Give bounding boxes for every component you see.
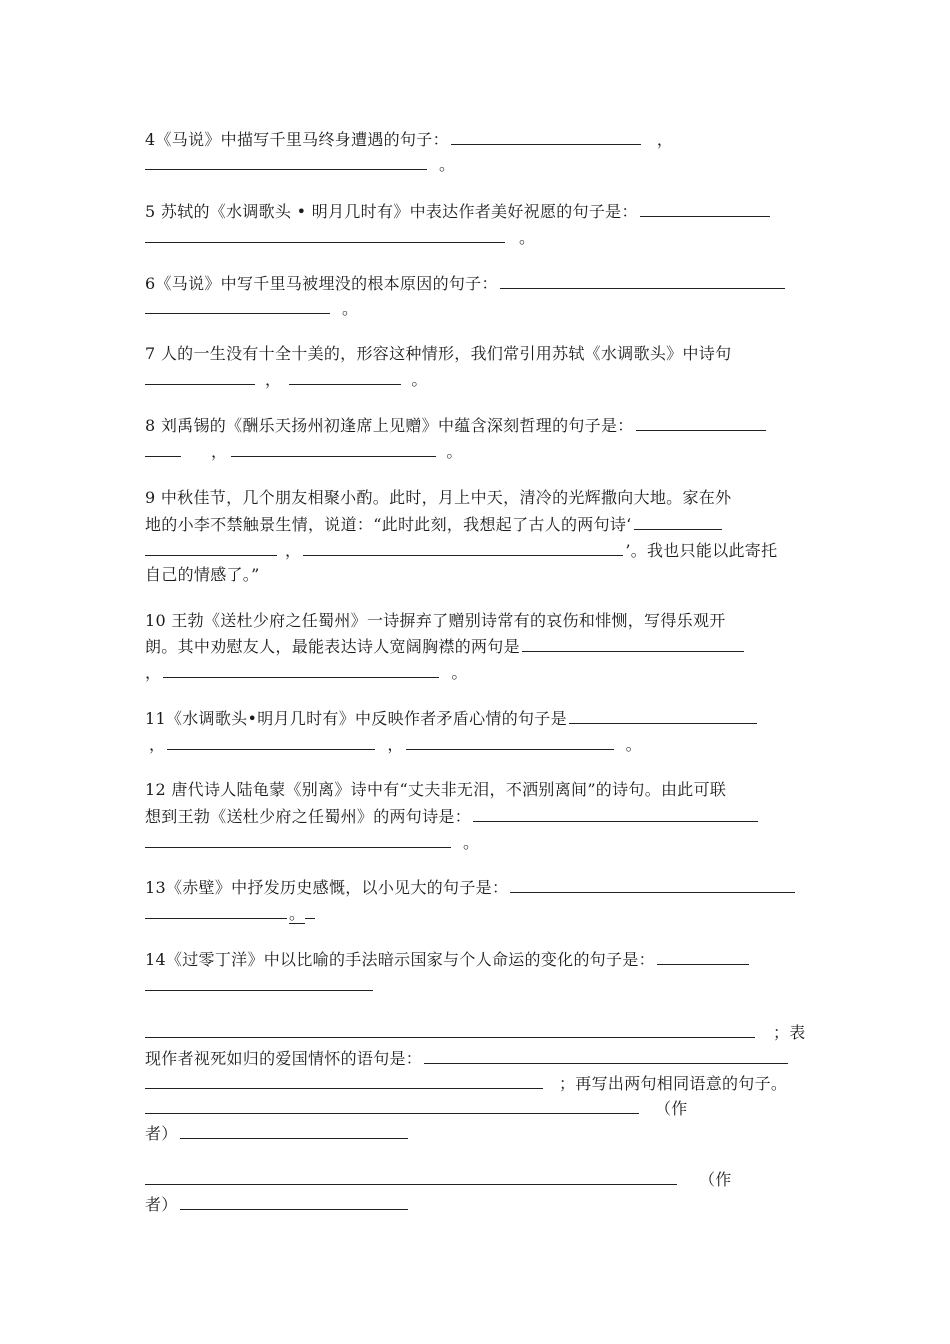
question-4-line-2 [145,153,455,176]
author-label: 者） [145,1124,178,1143]
answer-blank[interactable] [145,1072,543,1089]
question-8-text: 8 刘禹锡的《酬乐天扬州初逢席上见赠》中蕴含深刻哲理的句子是： [145,416,634,435]
answer-blank[interactable] [163,661,439,678]
answer-blank[interactable] [289,368,401,385]
answer-blank[interactable] [167,733,375,750]
question-10-text-2: 朗。其中劝慰友人，最能表达诗人宽阔胸襟的两句是 [145,637,520,656]
answer-blank[interactable] [634,513,722,530]
question-14-line-5 [145,1072,787,1095]
question-14-line-3 [145,1021,806,1044]
answer-blank[interactable] [145,226,505,243]
question-6-line-2 [145,297,358,320]
question-11-line-2 [145,733,642,756]
comma: ， [265,370,282,389]
question-8-line-2 [145,440,463,463]
answer-blank[interactable] [657,948,749,965]
period: 。 [289,904,306,923]
question-9-text-4: 自己的情感了。” [145,565,260,584]
answer-blank[interactable] [145,1021,755,1038]
answer-blank[interactable] [569,707,757,724]
question-13-line-1 [145,876,797,899]
question-4-text: 4《马说》中描写千里马终身遭遇的句子： [145,130,449,149]
period: 。 [411,370,428,389]
answer-blank[interactable] [145,902,287,919]
question-14-text-3: 现作者视死如归的爱国情怀的语句是： [145,1049,423,1068]
question-7-line-2 [145,368,428,391]
question-14-line-6 [145,1097,688,1120]
author-label: （作 [699,1170,732,1189]
question-12-line-2 [145,805,760,828]
period: 。 [439,155,456,174]
period: 。 [625,735,642,754]
answer-blank[interactable] [510,876,795,893]
question-10-line-2 [145,635,746,658]
answer-blank[interactable] [424,1047,788,1064]
question-14-line-4 [145,1047,790,1070]
answer-blank[interactable] [145,153,427,170]
question-13-text: 13《赤壁》中抒发历史感慨，以小见大的句子是： [145,878,509,897]
question-5-text: 5 苏轼的《水调歌头 • 明月几时有》中表达作者美好祝愿的句子是： [145,202,638,221]
answer-blank[interactable] [500,272,785,289]
question-9-line-1 [145,487,731,509]
answer-blank[interactable] [522,635,744,652]
question-8-line-1 [145,414,768,437]
answer-blank[interactable] [145,440,181,457]
question-14-line-8 [145,1168,732,1191]
question-9-text-2: 地的小李不禁触景生情，说道：“此时此刻，我想起了古人的两句诗‘ [145,515,632,534]
question-7-line-1 [145,343,731,365]
comma: ， [211,442,228,461]
question-14-line-1 [145,948,751,971]
answer-blank[interactable] [473,805,758,822]
question-4-line-1 [145,128,673,151]
answer-blank[interactable] [145,539,277,556]
question-9-line-2 [145,513,724,536]
question-9-text-1: 9 中秋佳节，几个朋友相聚小酌。此时，月上中天，清冷的光辉撒向大地。家在外 [145,488,732,507]
question-11-text: 11《水调歌头•明月几时有》中反映作者矛盾心情的句子是 [145,709,567,728]
question-14-line-9 [145,1193,410,1216]
answer-blank[interactable] [640,200,770,217]
question-11-line-1 [145,707,759,730]
answer-blank[interactable] [145,974,373,991]
question-12-text-1: 12 唐代诗人陆龟蒙《别离》诗中有“丈夫非无泪，不洒别离间”的诗句。由此可联 [145,780,727,799]
period: 。 [446,442,463,461]
question-14-line-2 [145,974,375,997]
question-12-text-2: 想到王勃《送杜少府之任蜀州》的两句诗是： [145,807,472,826]
author-blank[interactable] [180,1122,408,1139]
comma: ， [656,130,674,149]
question-5-line-2 [145,226,535,249]
period: 。 [342,299,359,318]
comma: ， [387,735,404,754]
question-9-line-4 [145,564,260,586]
question-7-text: 7 人的一生没有十全十美的，形容这种情形，我们常引用苏轼《水调歌头》中诗句 [145,344,732,363]
comma: ， [145,663,162,682]
question-14-text-2: ；表 [773,1023,806,1042]
question-6-text: 6《马说》中写千里马被埋没的根本原因的句子： [145,274,498,293]
author-label: 者） [145,1195,178,1214]
answer-blank[interactable] [145,831,451,848]
answer-blank[interactable] [145,297,330,314]
question-10-line-1 [145,610,726,632]
question-12-line-1 [145,779,726,801]
question-6-line-1 [145,272,787,295]
answer-blank[interactable] [303,539,623,556]
period: 。 [519,228,536,247]
question-10-line-3 [145,661,468,684]
answer-blank[interactable] [145,1097,639,1114]
comma: ， [285,541,302,560]
question-9-line-3 [145,539,777,562]
answer-blank[interactable] [231,440,436,457]
answer-blank[interactable] [406,733,614,750]
answer-blank[interactable] [145,1168,677,1185]
answer-blank[interactable] [451,128,641,145]
question-13-line-2 [145,902,317,925]
answer-blank[interactable] [305,902,315,919]
question-12-line-3 [145,831,479,854]
period: 。 [463,833,480,852]
question-14-text-4: ；再写出两句相同语意的句子。 [559,1074,788,1093]
question-10-text-1: 10 王勃《送杜少府之任蜀州》一诗摒弃了赠别诗常有的哀伤和悱恻，写得乐观开 [145,611,726,630]
question-14-line-7 [145,1122,410,1145]
question-14-text-1: 14《过零丁洋》中以比喻的手法暗示国家与个人命运的变化的句子是： [145,950,655,969]
answer-blank[interactable] [145,368,255,385]
period: 。 [451,663,468,682]
question-5-line-1 [145,200,772,223]
author-label: （作 [655,1099,688,1118]
author-blank[interactable] [180,1193,408,1210]
comma: ， [149,735,166,754]
answer-blank[interactable] [636,414,766,431]
question-9-text-3: ’。我也只能以此寄托 [625,541,778,560]
